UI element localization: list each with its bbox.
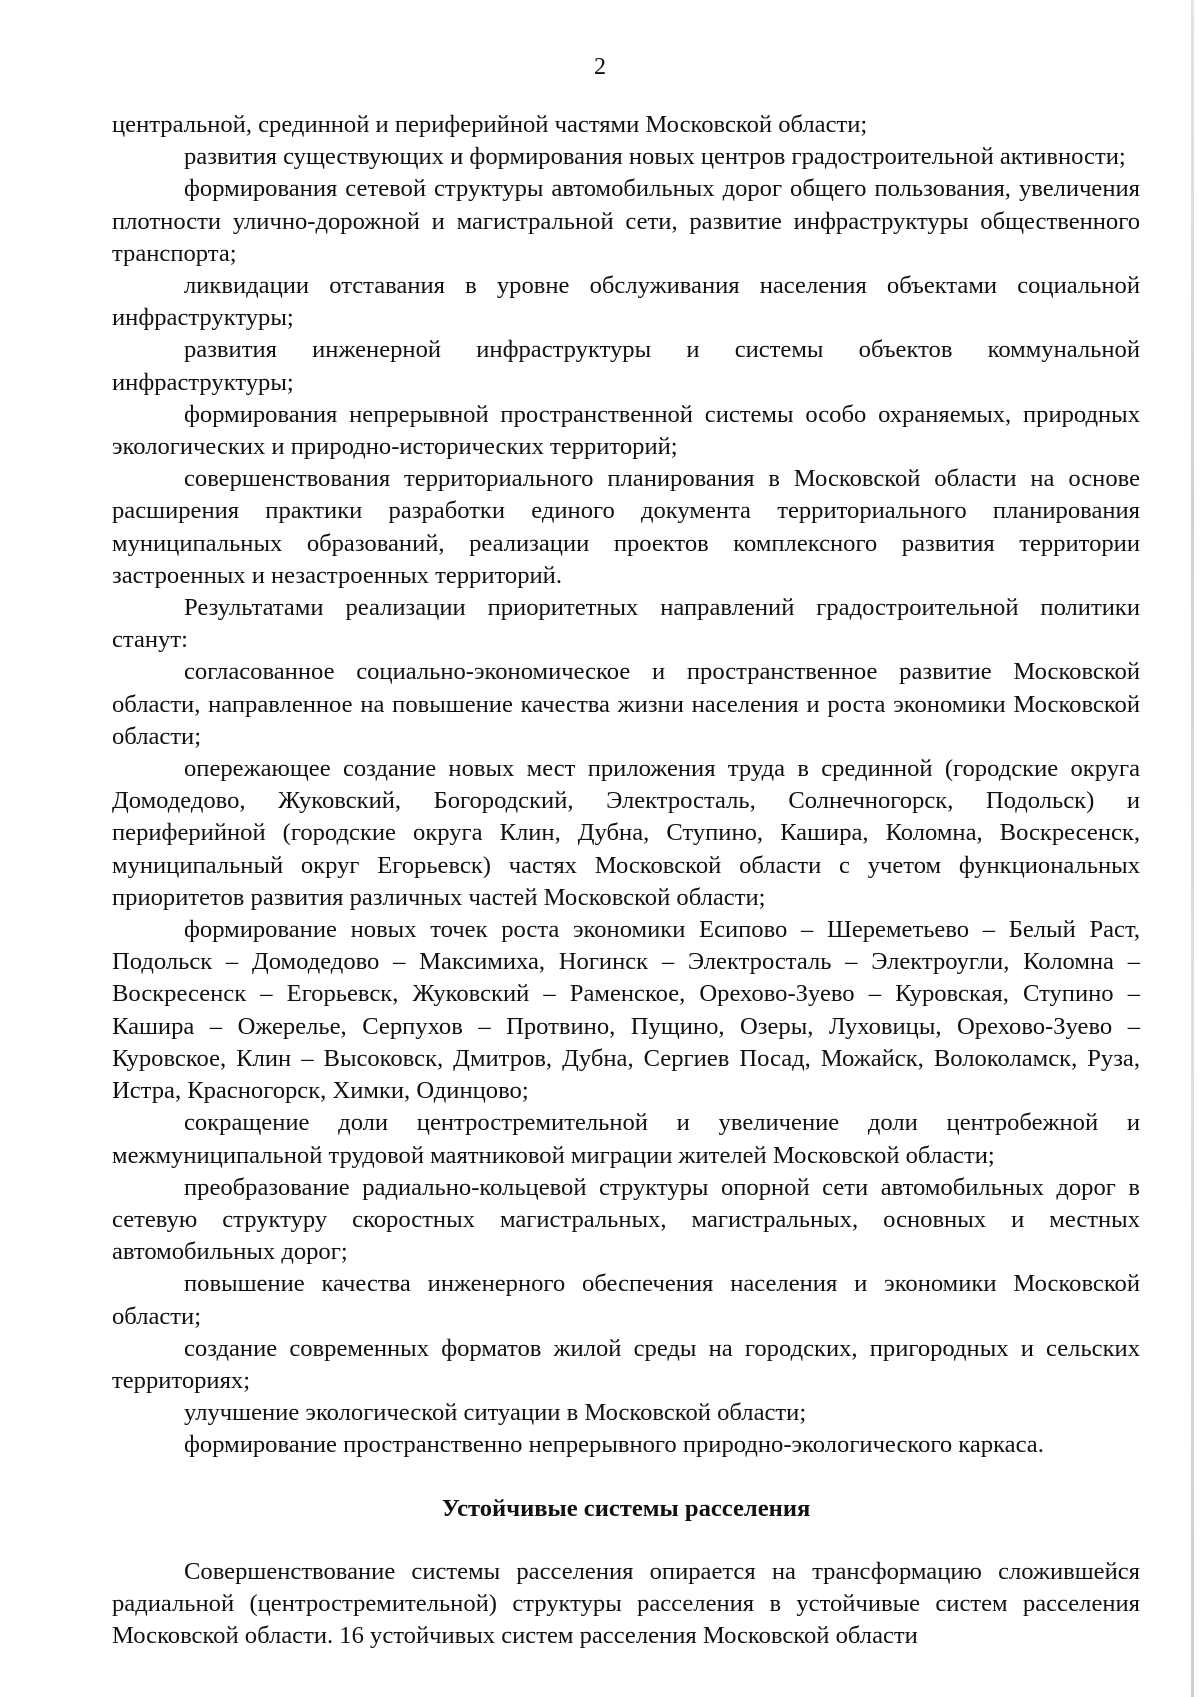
- paragraph: формирование новых точек роста экономики Есипово – Шереметьево – Белый Раст, Подольск – Домодедово – Максимиха, Ногинск – Электросталь – Электроугли, Коломна – Воскресенск – Егорьевск, Жуковский – Раменское, Орехово-Зуево – Куровская, Ступино – Кашира – Ожерелье, Серпухов – Протвино, Пущино, Озеры, Луховицы, Орехово-Зуево – Куровское, Клин – Высоковск, Дмитров, Дубна, Сергиев Посад, Можайск, Волоколамск, Руза, Истра, Красногорск, Химки, Одинцово;: [112, 916, 1140, 1105]
- paragraph: ликвидации отставания в уровне обслуживания населения объектами социальной инфраструктуры;: [112, 272, 1140, 332]
- paragraph: развития инженерной инфраструктуры и системы объектов коммунальной инфраструктуры;: [112, 336, 1140, 396]
- paragraph: опережающее создание новых мест приложения труда в срединной (городские округа Домодедово, Жуковский, Богородский, Электросталь, Солнечногорск, Подольск) и периферийной (городские округа Клин, Дубна, Ступино, Кашира, Коломна, Воскресенск, муниципальный округ Егорьевск) частях Московской области с учетом функциональных приоритетов развития различных частей Московской области;: [112, 755, 1140, 911]
- paragraph: Результатами реализации приоритетных направлений градостроительной политики станут:: [112, 594, 1140, 654]
- paragraph: формирования непрерывной пространственной системы особо охраняемых, природных экологических и природно-исторических территорий;: [112, 400, 1140, 461]
- paragraph: центральной, срединной и периферийной частями Московской области;: [112, 111, 868, 138]
- paragraph: совершенствования территориального планирования в Московской области на основе расширения практики разработки единого документа территориального планирования муниципальных образований, реализации проектов комплексного развития территории застроенных и незастроенных территорий.: [112, 465, 1140, 589]
- section-heading: Устойчивые системы расселения: [441, 1494, 811, 1522]
- paragraph: формирования сетевой структуры автомобильных дорог общего пользования, увеличения плотности улично-дорожной и магистральной сети, развитие инфраструктуры общественного транспорта;: [112, 175, 1140, 267]
- paragraph: преобразование радиально-кольцевой структуры опорной сети автомобильных дорог в сетевую структуру скоростных магистральных, магистральных, основных и местных автомобильных дорог;: [112, 1173, 1140, 1266]
- page-number: 2: [594, 54, 606, 80]
- paragraph: согласованное социально-экономическое и пространственное развитие Московской области, направленное на повышение качества жизни населения и роста экономики Московской области;: [112, 658, 1140, 750]
- paragraph: формирование пространственно непрерывного природно-экологического каркаса.: [184, 1431, 1044, 1459]
- paragraph: развития существующих и формирования новых центров градостроительной активности;: [184, 143, 1126, 171]
- paragraph: повышение качества инженерного обеспечения населения и экономики Московской области;: [112, 1270, 1140, 1330]
- paragraph: создание современных форматов жилой среды на городских, пригородных и сельских территориях;: [112, 1334, 1140, 1394]
- document-body: [112, 109, 1140, 1652]
- paragraph: улучшение экологической ситуации в Московской области;: [184, 1399, 807, 1427]
- paragraph: Совершенствование системы расселения опирается на трансформацию сложившейся радиальной (центростремительной) структуры расселения в устойчивые систем расселения Московской области. 16 устойчивых систем расселения Московской области: [112, 1557, 1140, 1650]
- paragraph: сокращение доли центростремительной и увеличение доли центробежной и межмуниципальной трудовой маятниковой миграции жителей Московской области;: [112, 1109, 1140, 1169]
- scan-edge: [1191, 0, 1194, 1697]
